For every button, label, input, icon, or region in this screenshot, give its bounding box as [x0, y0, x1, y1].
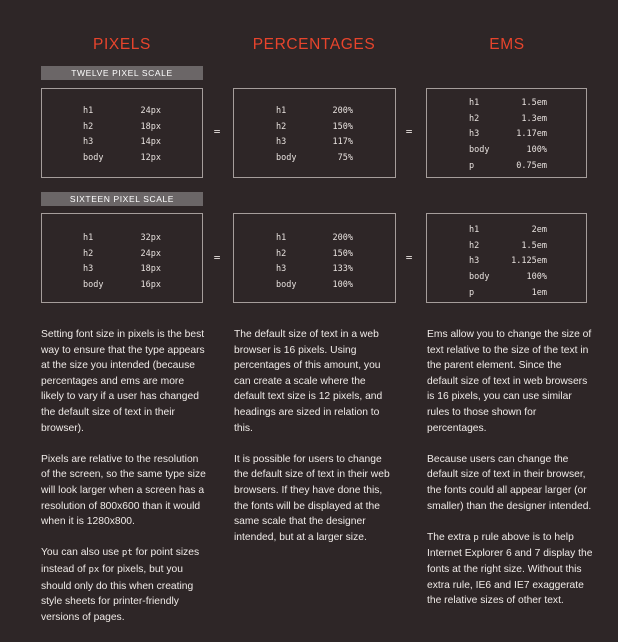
pixels-16-box [41, 213, 203, 303]
table-row [469, 142, 547, 158]
size-value: 18px [140, 264, 161, 275]
table-row [83, 119, 161, 135]
table-row [276, 103, 353, 119]
element-tag: h3 [83, 137, 94, 148]
element-tag: h3 [276, 137, 287, 148]
pixels-paragraph-3 [41, 545, 206, 625]
size-value: 150% [332, 121, 353, 132]
ems-12-box [426, 88, 587, 178]
element-tag: h2 [83, 248, 94, 259]
table-row [83, 150, 161, 166]
size-value: 75% [337, 152, 353, 163]
element-tag: h1 [83, 232, 94, 243]
table-row [469, 269, 547, 285]
ems-12-rows [469, 95, 547, 173]
size-value: 117% [332, 137, 353, 148]
percentages-heading: PERCENTAGES [252, 36, 376, 53]
table-row [83, 134, 161, 150]
table-row [83, 230, 161, 246]
percentages-16-box [233, 213, 396, 303]
twelve-pixel-scale-label: TWELVE PIXEL SCALE [41, 66, 203, 80]
size-value: 1em [531, 287, 547, 298]
percentages-12-rows [276, 103, 353, 166]
size-value: 1.125em [511, 256, 547, 267]
percentages-paragraph-2: It is possible for users to change the default size of text in their web browsers. If they have done this, the fonts will be displayed at the same scale that the designer intended, but at a larger size. [234, 453, 390, 543]
size-value: 24px [140, 105, 161, 116]
percentages-16-table [276, 230, 353, 293]
ems-heading: EMS [489, 36, 525, 53]
table-row [469, 285, 547, 301]
ems-paragraph-3 [427, 530, 595, 609]
ems-12-table [469, 95, 547, 173]
table-row [276, 246, 353, 262]
size-value: 100% [332, 279, 353, 290]
text-run: You can also use [41, 547, 122, 559]
size-value: 24px [140, 248, 161, 259]
element-tag: h2 [469, 240, 480, 251]
element-tag: h1 [276, 232, 287, 243]
table-row [469, 238, 547, 254]
pixels-text [41, 327, 206, 641]
size-value: 0.75em [516, 160, 547, 171]
table-row [276, 230, 353, 246]
pixels-paragraph-1: Setting font size in pixels is the best way to ensure that the type appears at the size you intended (because percentages and ems are more likely to vary if a user has changed the default size of text in their browser). [41, 329, 205, 434]
table-row [469, 95, 547, 111]
table-row [276, 119, 353, 135]
element-tag: h3 [469, 256, 480, 267]
ems-16-table [469, 222, 547, 300]
code-p: p [473, 532, 479, 543]
pixels-paragraph-2: Pixels are relative to the resolution of the screen, so the same type size will look larger when a screen has a resolution of 800x600 than it would when it is 1280x800. [41, 453, 206, 528]
table-row [276, 261, 353, 277]
element-tag: h2 [83, 121, 94, 132]
element-tag: body [469, 271, 490, 282]
table-row [276, 134, 353, 150]
sixteen-pixel-scale-label: SIXTEEN PIXEL SCALE [41, 192, 203, 206]
size-value: 1.5em [521, 240, 547, 251]
equals-sign: = [213, 125, 221, 138]
table-row [83, 103, 161, 119]
equals-sign: = [405, 125, 413, 138]
size-value: 14px [140, 137, 161, 148]
size-value: 16px [140, 279, 161, 290]
ems-paragraph-1: Ems allow you to change the size of text relative to the size of the text in the parent element. Since the default size of text in web browsers is 16 pixels, you can use similar rules to those shown for percentages. [427, 329, 592, 434]
percentages-text [234, 327, 398, 561]
element-tag: h2 [276, 121, 287, 132]
code-px: px [88, 564, 100, 575]
text-run: rule above is to help Internet Explorer 6 and 7 display the fonts at the right size. Without this extra rule, IE6 and IE7 exaggerate the relative sizes of other text. [427, 531, 593, 607]
size-value: 2em [531, 224, 547, 235]
pixels-16-table [83, 230, 161, 293]
size-value: 1.5em [521, 97, 547, 108]
element-tag: h3 [276, 264, 287, 275]
element-tag: h3 [469, 129, 480, 140]
percentages-paragraph-1: The default size of text in a web browser is 16 pixels. Using percentages of this amount, you can create a scale where the default text size is 12 pixels, and headings are sized in relation to this. [234, 329, 383, 434]
ems-text [427, 327, 595, 624]
pixels-16-rows [83, 230, 161, 293]
element-tag: h1 [83, 105, 94, 116]
text-run: for pixels, but you should only do this when creating style sheets for printer-friendly versions of pages. [41, 563, 194, 623]
ems-16-box [426, 213, 587, 303]
pixels-heading: PIXELS [93, 36, 151, 53]
size-value: 200% [332, 232, 353, 243]
size-value: 32px [140, 232, 161, 243]
percentages-16-rows [276, 230, 353, 293]
ems-16-rows [469, 222, 547, 300]
element-tag: body [83, 279, 104, 290]
equals-sign: = [405, 251, 413, 264]
element-tag: body [276, 152, 297, 163]
size-value: 100% [526, 271, 547, 282]
table-row [83, 277, 161, 293]
ems-paragraph-2: Because users can change the default size of text in their browser, the fonts could all appear larger (or smaller) than the designer intended. [427, 453, 592, 512]
element-tag: h3 [83, 264, 94, 275]
element-tag: p [469, 160, 475, 171]
pixels-12-box [41, 88, 203, 178]
percentages-12-box [233, 88, 396, 178]
element-tag: body [83, 152, 104, 163]
size-value: 18px [140, 121, 161, 132]
element-tag: h2 [276, 248, 287, 259]
element-tag: h1 [276, 105, 287, 116]
equals-sign: = [213, 251, 221, 264]
element-tag: h1 [469, 224, 480, 235]
size-value: 1.17em [516, 129, 547, 140]
element-tag: body [276, 279, 297, 290]
code-pt: pt [121, 548, 133, 559]
percentages-12-table [276, 103, 353, 166]
table-row [469, 126, 547, 142]
table-row [276, 150, 353, 166]
table-row [469, 253, 547, 269]
element-tag: h2 [469, 113, 480, 124]
table-row [276, 277, 353, 293]
text-run: The extra [427, 531, 474, 543]
table-row [469, 111, 547, 127]
element-tag: p [469, 287, 475, 298]
pixels-12-rows [83, 103, 161, 166]
table-row [83, 246, 161, 262]
element-tag: body [469, 144, 490, 155]
size-value: 150% [332, 248, 353, 259]
table-row [469, 158, 547, 174]
size-value: 100% [526, 144, 547, 155]
size-value: 12px [140, 152, 161, 163]
size-value: 1.3em [521, 113, 547, 124]
element-tag: h1 [469, 97, 480, 108]
size-value: 133% [332, 264, 353, 275]
table-row [469, 222, 547, 238]
table-row [83, 261, 161, 277]
pixels-12-table [83, 103, 161, 166]
text-run: for point sizes instead of [41, 547, 200, 575]
size-value: 200% [332, 105, 353, 116]
